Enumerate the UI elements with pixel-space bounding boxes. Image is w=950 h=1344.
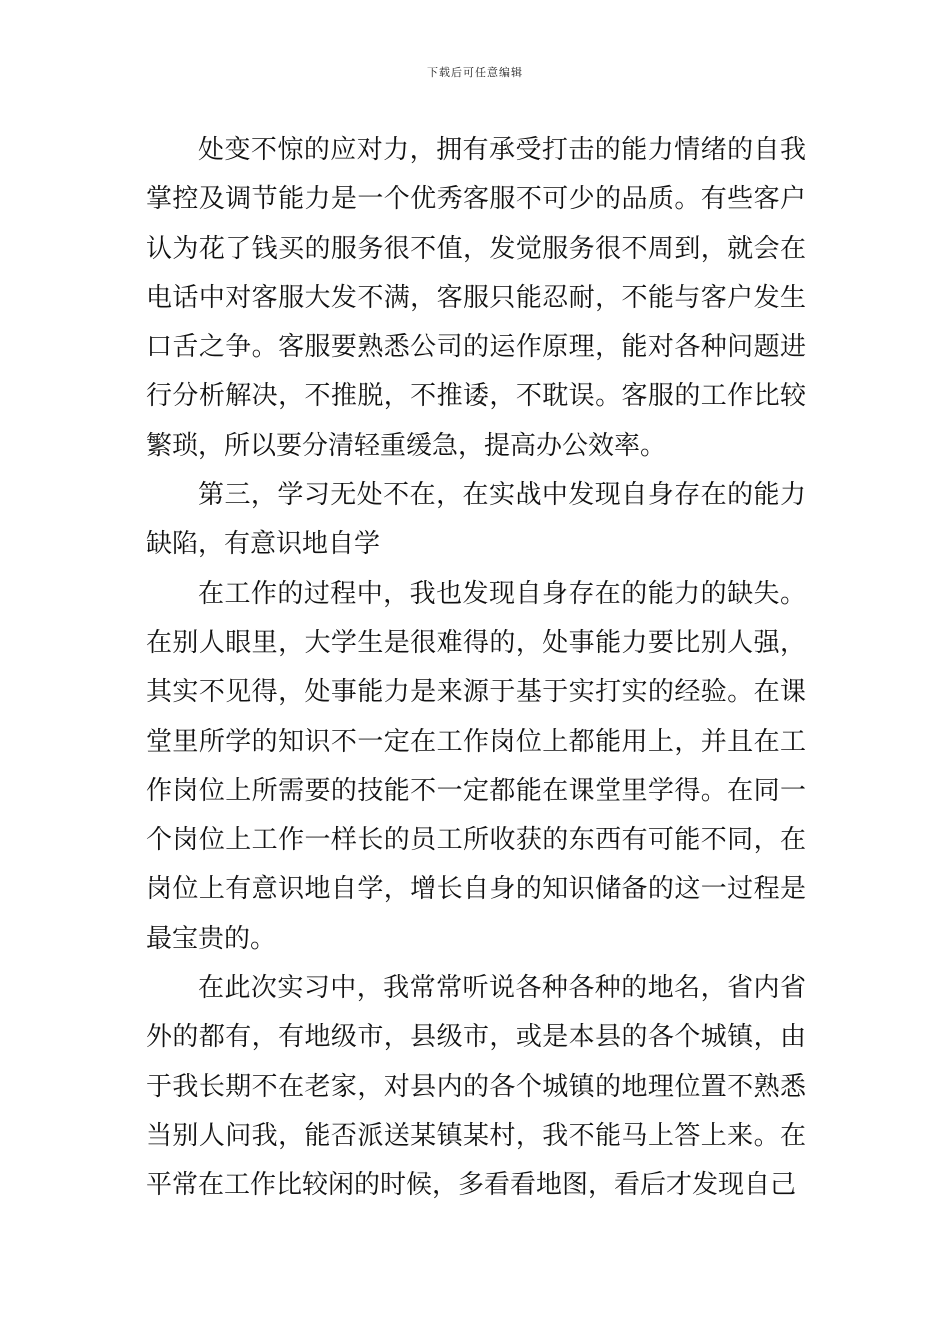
paragraph-3: 在工作的过程中，我也发现自身存在的能力的缺失。在别人眼里，大学生是很难得的，处事能力要比别人强，其实不见得，处事能力是来源于基于实打实的经验。在课堂里所学的知识不一定在工作岗位上都能用上，并且在工作岗位上所需要的技能不一定都能在课堂里学得。在同一个岗位上工作一样长的员工所收获的东西有可能不同，在岗位上有意识地自学，增长自身的知识储备的这一过程是最宝贵的。 (146, 578, 806, 954)
paragraph-1: 处变不惊的应对力，拥有承受打击的能力情绪的自我掌控及调节能力是一个优秀客服不可少的品质。有些客户认为花了钱买的服务很不值，发觉服务很不周到，就会在电话中对客服大发不满，客服只能忍耐，不能与客户发生口舌之争。客服要熟悉公司的运作原理，能对各种问题进行分析解决，不推脱，不推诿，不耽误。客服的工作比较繁琐，所以要分清轻重缓急，提高办公效率。 (146, 135, 806, 461)
document-body (146, 126, 806, 1211)
page-header: 下载后可任意编辑 (427, 66, 523, 79)
paragraph-2: 第三，学习无处不在，在实战中发现自身存在的能力缺陷，有意识地自学 (146, 480, 806, 560)
paragraph-4: 在此次实习中，我常常听说各种各种的地名，省内省外的都有，有地级市，县级市，或是本县的各个城镇，由于我长期不在老家，对县内的各个城镇的地理位置不熟悉当别人问我，能否派送某镇某村，我不能马上答上来。在平常在工作比较闲的时候，多看看地图，看后才发现自己 (146, 973, 806, 1201)
